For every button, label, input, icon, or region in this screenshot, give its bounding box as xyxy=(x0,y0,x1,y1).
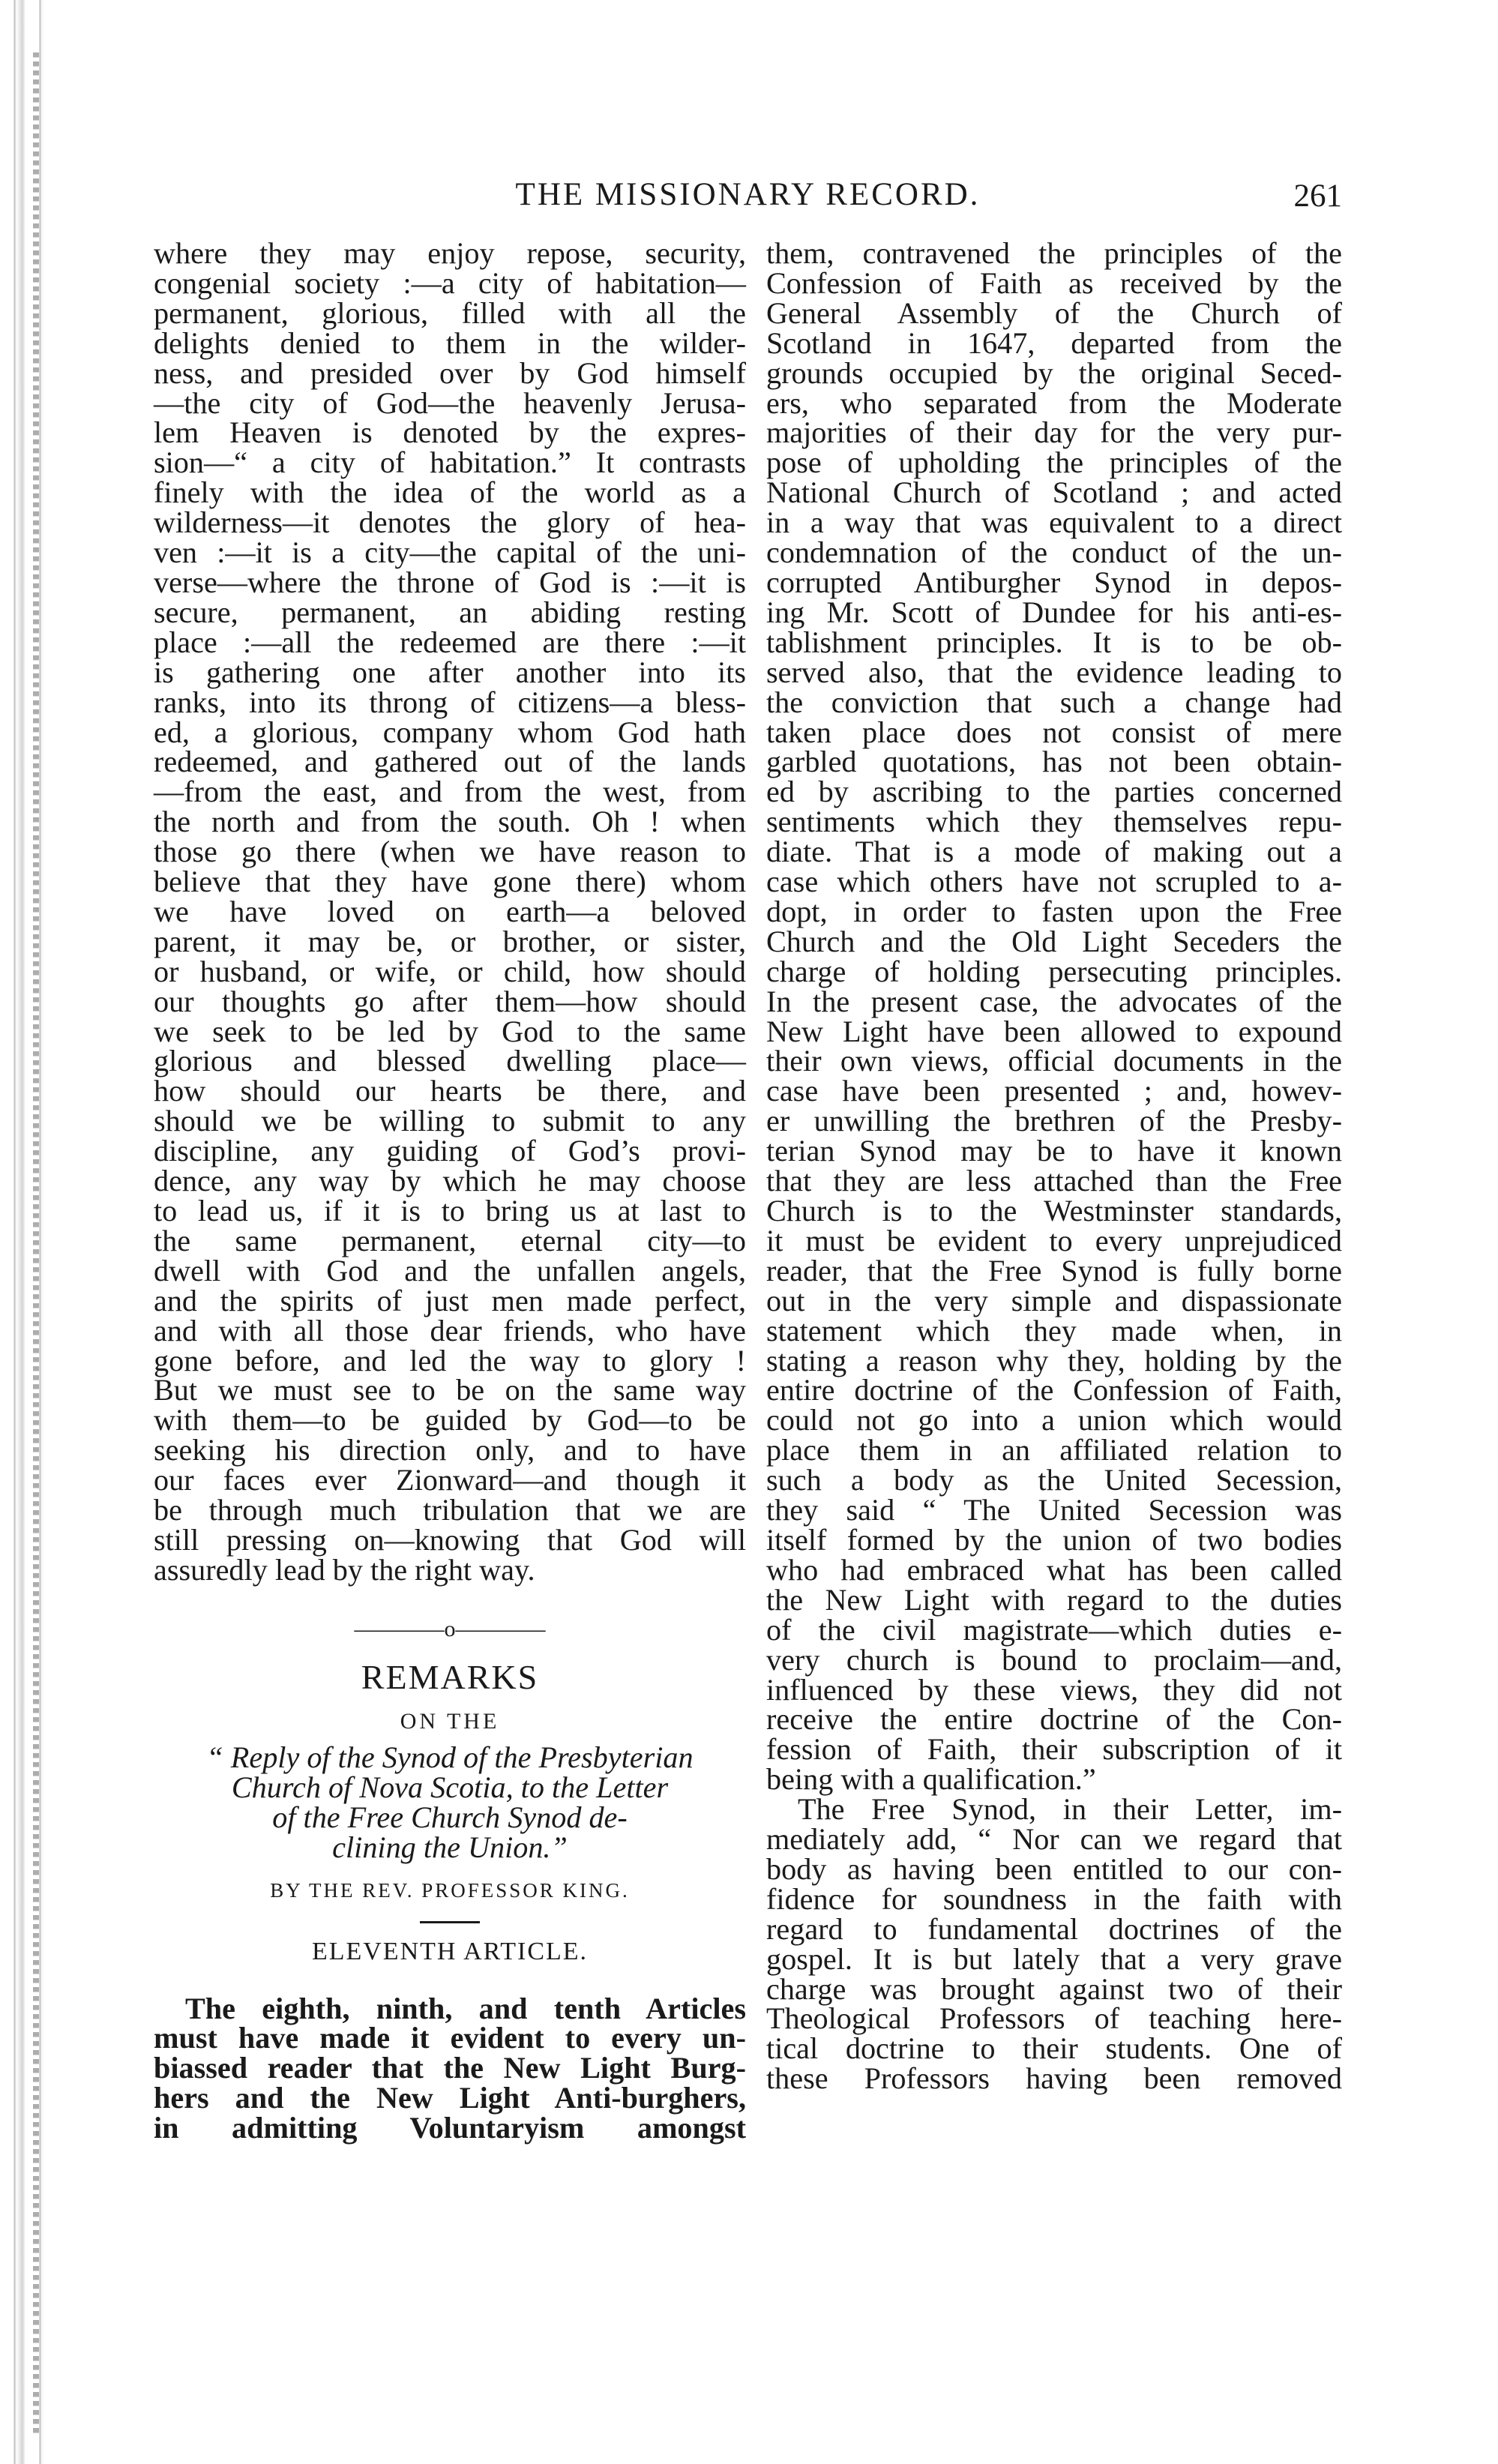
byline: BY THE REV. PROFESSOR KING. xyxy=(270,1878,630,1902)
left-column xyxy=(154,238,746,2143)
text-line: gospel. It is but lately that a very grave xyxy=(766,1941,1342,1976)
text-line: regard to fundamental doctrines of the xyxy=(766,1911,1342,1946)
text-line: place them in an affiliated relation to xyxy=(766,1433,1342,1467)
text-line: dence, any way by which he may choose xyxy=(154,1164,746,1198)
right-body-text xyxy=(766,236,1342,1797)
section-heading: REMARKS xyxy=(361,1657,539,1696)
text-line: Church is to the Westminster standards, xyxy=(766,1194,1342,1228)
text-line: The eighth, ninth, and tenth Articles xyxy=(185,1991,746,2025)
text-line: be through much tribulation that we are xyxy=(154,1493,746,1527)
text-line: biassed reader that the New Light Burg- xyxy=(154,2051,746,2085)
text-line: permanent, glorious, filled with all the xyxy=(154,295,746,330)
text-line: sentiments which they themselves repu- xyxy=(766,805,1342,839)
text-line: who had embraced what has been called xyxy=(766,1552,1342,1587)
text-line: should we be willing to submit to any xyxy=(154,1104,746,1138)
text-line: and the spirits of just men made perfect, xyxy=(154,1283,746,1317)
text-line: we seek to be led by God to the same xyxy=(154,1014,746,1048)
text-line: how should our hearts be there, and xyxy=(154,1074,746,1108)
text-line: being with a qualification.” xyxy=(766,1762,1096,1797)
text-line: General Assembly of the Church of xyxy=(766,295,1342,330)
text-line: itself formed by the union of two bodies xyxy=(766,1522,1342,1557)
text-line: The Free Synod, in their Letter, im- xyxy=(798,1792,1342,1827)
text-line: where they may enjoy repose, security, xyxy=(154,236,746,270)
text-line: still pressing on—knowing that God will xyxy=(154,1522,746,1557)
journal-title: THE MISSIONARY RECORD. xyxy=(515,177,981,212)
text-line: ing Mr. Scott of Dundee for his anti-es- xyxy=(766,595,1342,629)
text-line: ness, and presided over by God himself xyxy=(154,355,746,390)
text-line: our faces ever Zionward—and though it xyxy=(154,1463,746,1497)
text-line: it must be evident to every unprejudiced xyxy=(766,1223,1342,1257)
running-head xyxy=(154,176,1342,229)
text-line: in admitting Voluntaryism amongst xyxy=(154,2111,746,2145)
text-line: condemnation of the conduct of the un- xyxy=(766,535,1342,570)
text-line: these Professors having been removed xyxy=(766,2061,1342,2096)
text-line: the north and from the south. Oh ! when xyxy=(154,805,746,839)
text-line: they said “ The United Secession was xyxy=(766,1493,1342,1527)
text-line: grounds occupied by the original Seced- xyxy=(766,355,1342,390)
text-line: ers, who separated from the Moderate xyxy=(766,385,1342,420)
text-line: sion—“ a city of habitation.” It contrasts xyxy=(154,445,746,480)
section-separator: ————o———— xyxy=(354,1616,546,1641)
text-line: in a way that was equivalent to a direct xyxy=(766,505,1342,540)
text-line: or husband, or wife, or child, how should xyxy=(154,954,746,988)
article-title-line: clining the Union.” xyxy=(332,1830,568,1864)
text-line: tablishment principles. It is to be ob- xyxy=(766,625,1342,659)
text-line: them, contravened the principles of the xyxy=(766,236,1342,270)
text-line: tical doctrine to their students. One of xyxy=(766,2031,1342,2066)
text-line: those go there (when we have reason to xyxy=(154,835,746,869)
text-line: er unwilling the brethren of the Presby- xyxy=(766,1104,1342,1138)
text-line: majorities of their day for the very pur- xyxy=(766,415,1342,450)
text-line: statement which they made when, in xyxy=(766,1313,1342,1347)
text-line: garbled quotations, has not been obtain- xyxy=(766,745,1342,779)
binding-stitching xyxy=(33,52,39,2437)
text-line: assuredly lead by the right way. xyxy=(154,1552,535,1587)
text-line: place :—all the redeemed are there :—it xyxy=(154,625,746,659)
text-line: corrupted Antiburgher Synod in depos- xyxy=(766,565,1342,599)
article-title-line: Church of Nova Scotia, to the Letter xyxy=(231,1770,669,1804)
text-line: charge of holding persecuting principles. xyxy=(766,954,1342,988)
text-line: case which others have not scrupled to a- xyxy=(766,865,1342,899)
text-line: ranks, into its throng of citizens—a bless- xyxy=(154,685,746,719)
text-line: —the city of God—the heavenly Jerusa- xyxy=(154,385,746,420)
text-line: seeking his direction only, and to have xyxy=(154,1433,746,1467)
text-line: out in the very simple and dispassionate xyxy=(766,1283,1342,1317)
text-line: with them—to be guided by God—to be xyxy=(154,1403,746,1437)
text-line: entire doctrine of the Confession of Faith, xyxy=(766,1373,1342,1407)
short-rule xyxy=(420,1921,480,1923)
text-line: the same permanent, eternal city—to xyxy=(154,1223,746,1257)
text-line: redeemed, and gathered out of the lands xyxy=(154,745,746,779)
text-line: Scotland in 1647, departed from the xyxy=(766,325,1342,360)
text-line: fidence for soundness in the faith with xyxy=(766,1881,1342,1916)
text-line: parent, it may be, or brother, or sister, xyxy=(154,924,746,958)
text-line: Church and the Old Light Seceders the xyxy=(766,924,1342,958)
text-line: must have made it evident to every un- xyxy=(154,2021,746,2055)
text-line: glorious and blessed dwelling place— xyxy=(154,1044,746,1078)
text-line: verse—where the throne of God is :—it is xyxy=(154,565,746,599)
text-line: the conviction that such a change had xyxy=(766,685,1342,719)
text-line: that they are less attached than the Free xyxy=(766,1164,1342,1198)
text-line: dopt, in order to fasten upon the Free xyxy=(766,894,1342,928)
text-line: ed, a glorious, company whom God hath xyxy=(154,715,746,749)
text-line: National Church of Scotland ; and acted xyxy=(766,475,1342,510)
text-line: Theological Professors of teaching here- xyxy=(766,2001,1342,2036)
text-line: lem Heaven is denoted by the expres- xyxy=(154,415,746,450)
text-line: taken place does not consist of mere xyxy=(766,715,1342,749)
text-line: the New Light with regard to the duties xyxy=(766,1582,1342,1617)
left-body-text xyxy=(154,238,746,1585)
text-line: case have been presented ; and, howev- xyxy=(766,1074,1342,1108)
text-line: But we must see to be on the same way xyxy=(154,1373,746,1407)
article-title xyxy=(154,1740,746,1864)
text-line: fession of Faith, their subscription of it xyxy=(766,1732,1342,1767)
text-line: ed by ascribing to the parties concerned xyxy=(766,775,1342,809)
text-line: body as having been entitled to our con- xyxy=(766,1851,1342,1886)
text-line: believe that they have gone there) whom xyxy=(154,865,746,899)
text-line: we have loved on earth—a beloved xyxy=(154,894,746,928)
text-line: New Light have been allowed to expound xyxy=(766,1014,1342,1048)
text-line: such a body as the United Secession, xyxy=(766,1463,1342,1497)
text-line: congenial society :—a city of habitation— xyxy=(154,265,746,300)
text-line: stating a reason why they, holding by the xyxy=(766,1343,1342,1377)
text-line: wilderness—it denotes the glory of hea- xyxy=(154,505,746,540)
text-line: mediately add, “ Nor can we regard that xyxy=(766,1822,1342,1857)
text-line: and with all those dear friends, who have xyxy=(154,1313,746,1347)
article-title-line: of the Free Church Synod de- xyxy=(272,1800,628,1834)
page-number: 261 xyxy=(1293,178,1342,214)
text-line: discipline, any guiding of God’s provi- xyxy=(154,1134,746,1168)
text-line: In the present case, the advocates of the xyxy=(766,984,1342,1018)
text-line: pose of upholding the principles of the xyxy=(766,445,1342,480)
article-intro-text xyxy=(154,1991,746,2145)
text-line: gone before, and led the way to glory ! xyxy=(154,1343,746,1377)
text-line: is gathering one after another into its xyxy=(154,655,746,689)
text-line: their own views, official documents in the xyxy=(766,1044,1342,1078)
text-line: to lead us, if it is to bring us at last to xyxy=(154,1194,746,1228)
right-column xyxy=(766,238,1342,2094)
text-line: delights denied to them in the wilder- xyxy=(154,325,746,360)
text-line: finely with the idea of the world as a xyxy=(154,475,746,510)
text-line: dwell with God and the unfallen angels, xyxy=(154,1253,746,1287)
text-line: secure, permanent, an abiding resting xyxy=(154,595,746,629)
text-line: diate. That is a mode of making out a xyxy=(766,835,1342,869)
text-line: of the civil magistrate—which duties e- xyxy=(766,1612,1342,1647)
right-second-paragraph xyxy=(766,1794,1342,2094)
text-line: hers and the New Light Anti-burghers, xyxy=(154,2081,746,2115)
text-line: ven :—it is a city—the capital of the uni- xyxy=(154,535,746,570)
article-number: ELEVENTH ARTICLE. xyxy=(311,1937,589,1965)
text-line: could not go into a union which would xyxy=(766,1403,1342,1437)
text-line: reader, that the Free Synod is fully borne xyxy=(766,1253,1342,1287)
text-line: charge was brought against two of their xyxy=(766,1971,1342,2006)
text-line: terian Synod may be to have it known xyxy=(766,1134,1342,1168)
text-line: —from the east, and from the west, from xyxy=(154,775,746,809)
article-title-line: “ Reply of the Synod of the Presbyterian xyxy=(206,1740,694,1774)
text-line: our thoughts go after them—how should xyxy=(154,984,746,1018)
text-line: Confession of Faith as received by the xyxy=(766,265,1342,300)
on-the-label: ON THE xyxy=(400,1708,500,1734)
text-line: receive the entire doctrine of the Con- xyxy=(766,1702,1342,1737)
text-line: served also, that the evidence leading to xyxy=(766,655,1342,689)
text-line: very church is bound to proclaim—and, xyxy=(766,1642,1342,1677)
text-line: influenced by these views, they did not xyxy=(766,1672,1342,1707)
